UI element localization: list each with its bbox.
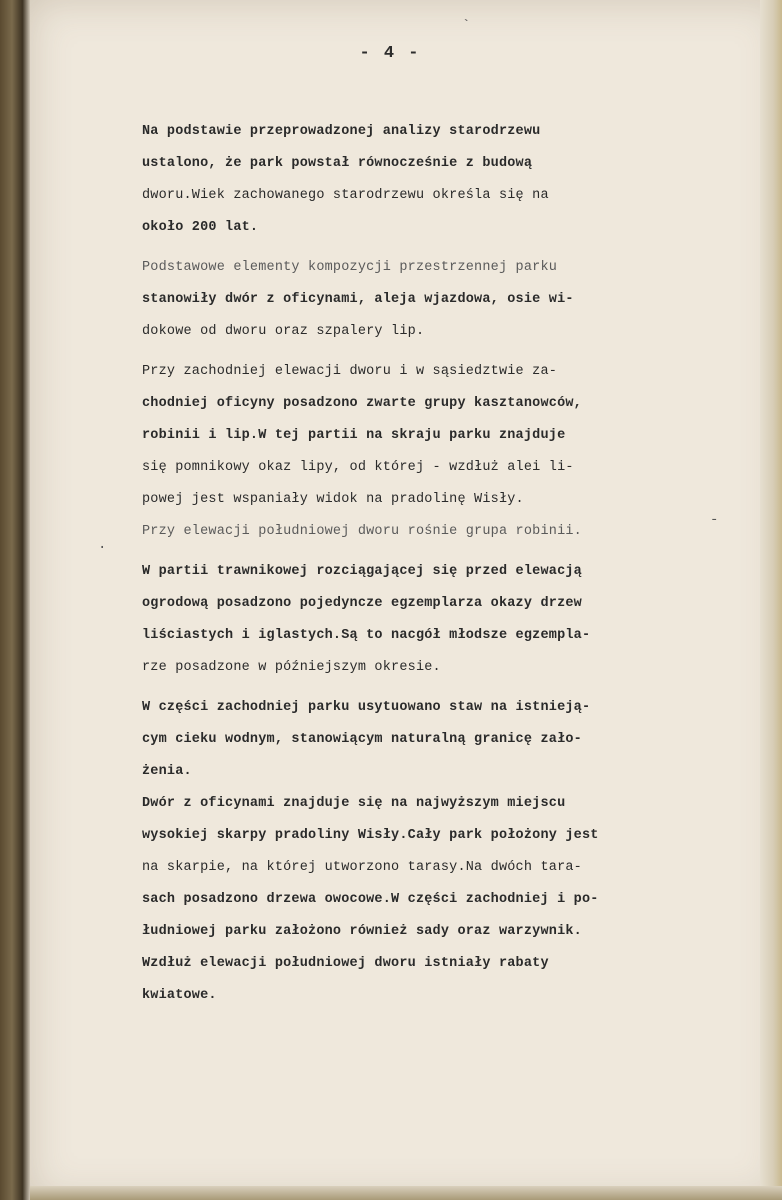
- paragraph: [142, 252, 702, 348]
- text-line: się pomnikowy okaz lipy, od której - wzdłuż alei li-: [142, 460, 574, 475]
- text-line: liściastych i iglastych.Są to nacgół młodsze egzempla-: [142, 628, 591, 643]
- text-line: chodniej oficyny posadzono zwarte grupy kasztanowców,: [142, 396, 582, 411]
- text-line: cym cieku wodnym, stanowiącym naturalną granicę zało-: [142, 732, 582, 747]
- text-line: robinii i lip.W tej partii na skraju parku znajduje: [142, 428, 566, 443]
- paragraph: [142, 556, 702, 684]
- text-line: około 200 lat.: [142, 220, 259, 235]
- scan-mark: -: [710, 512, 719, 528]
- text-line: rze posadzone w późniejszym okresie.: [142, 660, 441, 675]
- text-line: dokowe od dworu oraz szpalery lip.: [142, 324, 425, 339]
- text-line: powej jest wspaniały widok na pradolinę Wisły.: [142, 492, 524, 507]
- body-text: [142, 116, 702, 1012]
- text-line: kwiatowe.: [142, 988, 217, 1003]
- text-line: łudniowej parku założono również sady oraz warzywnik.: [142, 924, 582, 939]
- text-line: W partii trawnikowej rozciągającej się przed elewacją: [142, 564, 582, 579]
- text-line: ustalono, że park powstał równocześnie z budową: [142, 156, 533, 171]
- text-line: stanowiły dwór z oficynami, aleja wjazdowa, osie wi-: [142, 292, 574, 307]
- text-line: Podstawowe elementy kompozycji przestrzennej parku: [142, 260, 558, 275]
- text-line: Przy zachodniej elewacji dworu i w sąsiedztwie za-: [142, 364, 558, 379]
- page-number: - 4 -: [359, 44, 421, 63]
- paragraph: [142, 116, 702, 244]
- paragraph: [142, 692, 702, 1012]
- scan-mark: `: [462, 18, 471, 34]
- text-line: żenia.: [142, 764, 192, 779]
- binding-edge: [0, 0, 30, 1200]
- text-line: sach posadzono drzewa owocowe.W części zachodniej i po-: [142, 892, 599, 907]
- scan-mark: ·: [98, 540, 107, 556]
- text-line: ogrodową posadzono pojedyncze egzemplarza okazy drzew: [142, 596, 582, 611]
- text-line: na skarpie, na której utworzono tarasy.Na dwóch tara-: [142, 860, 582, 875]
- text-line: dworu.Wiek zachowanego starodrzewu określa się na: [142, 188, 549, 203]
- text-line: wysokiej skarpy pradoliny Wisły.Cały park położony jest: [142, 828, 599, 843]
- document-page: [30, 0, 782, 1200]
- page-bottom-edge: [30, 1186, 782, 1200]
- page-right-edge: [760, 0, 782, 1200]
- text-line: W części zachodniej parku usytuowano staw na istnieją-: [142, 700, 591, 715]
- text-line: Na podstawie przeprowadzonej analizy starodrzewu: [142, 124, 541, 139]
- text-line: Dwór z oficynami znajduje się na najwyższym miejscu: [142, 796, 566, 811]
- paragraph: [142, 356, 702, 548]
- text-line: Wzdłuż elewacji południowej dworu istniały rabaty: [142, 956, 549, 971]
- text-line: Przy elewacji południowej dworu rośnie grupa robinii.: [142, 524, 582, 539]
